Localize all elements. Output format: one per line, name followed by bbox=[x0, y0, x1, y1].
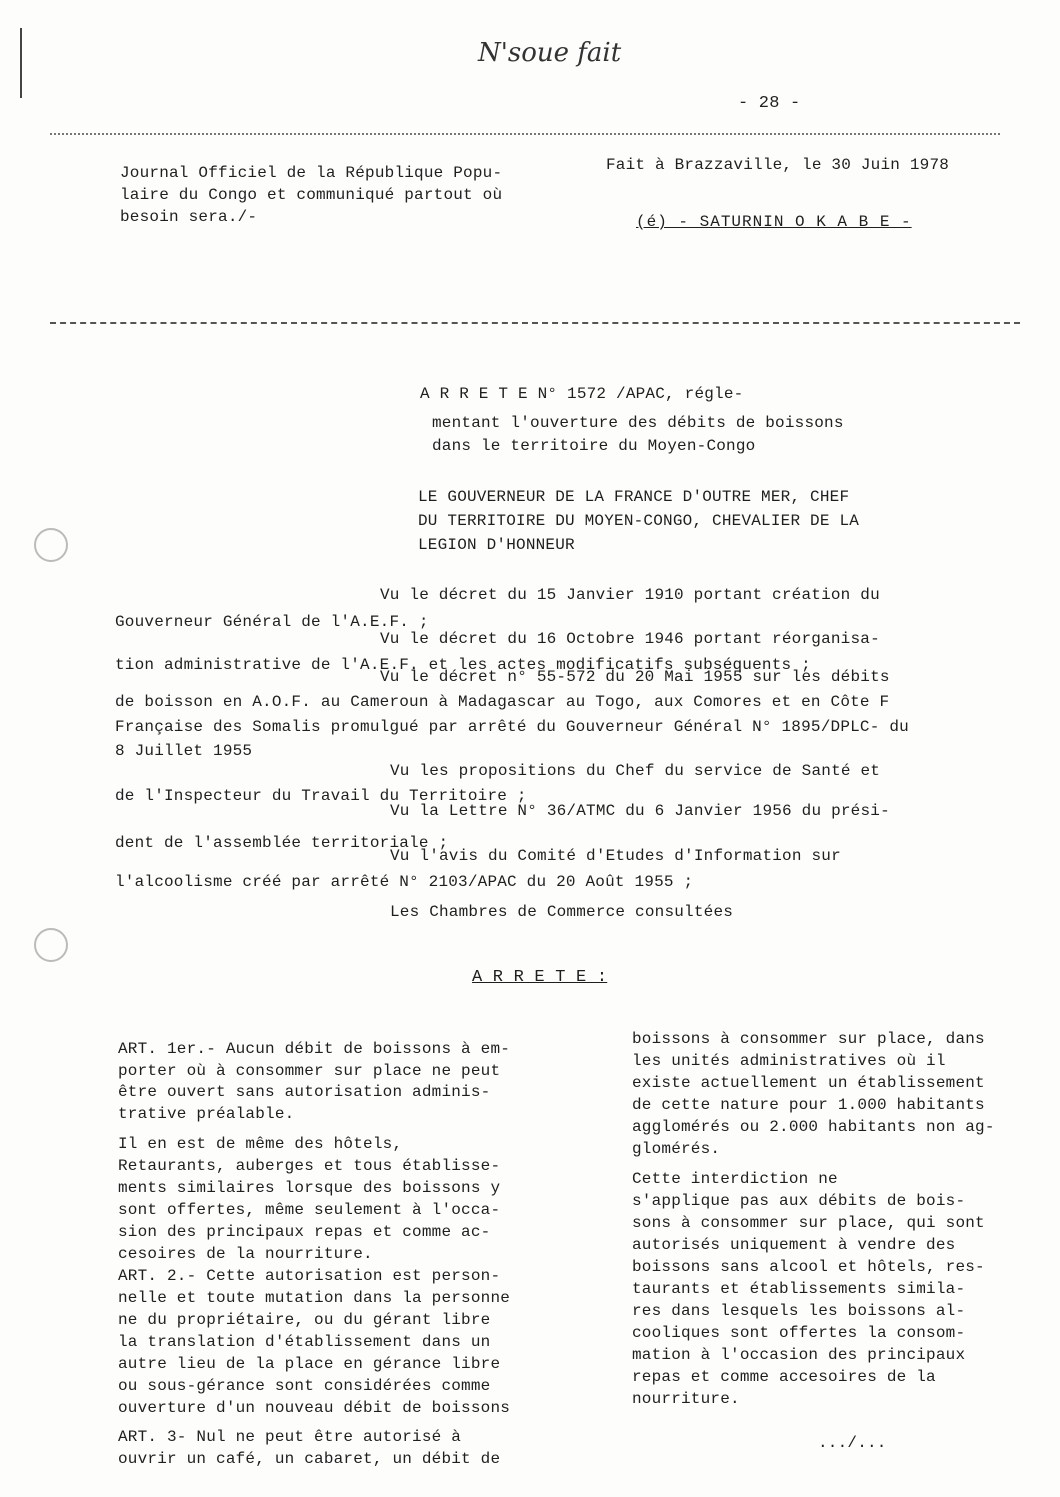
article-line: cesoires de la nourriture. bbox=[118, 1245, 373, 1263]
signature: (é) - SATURNIN O K A B E - bbox=[636, 213, 912, 231]
publication-line: laire du Congo et communiqué partout où bbox=[120, 186, 503, 204]
article-line: Il en est de même des hôtels, bbox=[118, 1135, 403, 1153]
article-line: ART. 2.- Cette autorisation est person- bbox=[118, 1267, 501, 1285]
article-line: nourriture. bbox=[632, 1390, 740, 1408]
visa-line: Française des Somalis promulgué par arrêté du Gouverneur Général N° 1895/DPLC- du bbox=[115, 718, 909, 736]
visa-line: Vu le décret n° 55-572 du 20 Mai 1955 sur les débits bbox=[380, 668, 890, 686]
article-line: Cette interdiction ne bbox=[632, 1170, 838, 1188]
article-line: porter où à consommer sur place ne peut bbox=[118, 1062, 501, 1080]
article-line: nelle et toute mutation dans la personne bbox=[118, 1289, 511, 1307]
margin-mark bbox=[20, 28, 22, 98]
article-line: ART. 1er.- Aucun débit de boissons à em- bbox=[118, 1040, 511, 1058]
article-line: ne du propriétaire, ou du gérant libre bbox=[118, 1311, 491, 1329]
governor-line: LEGION D'HONNEUR bbox=[418, 536, 575, 554]
visa-line: dent de l'assemblée territoriale ; bbox=[115, 834, 449, 852]
publication-line: Journal Officiel de la République Popu- bbox=[120, 164, 503, 182]
article-line: mation à l'occasion des principaux bbox=[632, 1346, 966, 1364]
article-line: boissons sans alcool et hôtels, res- bbox=[632, 1258, 985, 1276]
article-line: ART. 3- Nul ne peut être autorisé à bbox=[118, 1428, 462, 1446]
article-line: autre lieu de la place en gérance libre bbox=[118, 1355, 501, 1373]
handwritten-note: N'soue fait bbox=[478, 38, 622, 68]
visa-line: tion administrative de l'A.E.F. et les actes modificatifs subséquents ; bbox=[115, 656, 811, 674]
article-line: ou sous-gérance sont considérées comme bbox=[118, 1377, 491, 1395]
visa-line: 8 Juillet 1955 bbox=[115, 742, 253, 760]
visa-line: Vu les propositions du Chef du service de Santé et bbox=[390, 762, 881, 780]
article-line: sion des principaux repas et comme ac- bbox=[118, 1223, 491, 1241]
arrete-subject-line: dans le territoire du Moyen-Congo bbox=[432, 437, 756, 455]
article-line: agglomérés ou 2.000 habitants non ag- bbox=[632, 1118, 995, 1136]
article-line: s'applique pas aux débits de bois- bbox=[632, 1192, 966, 1210]
header-rule bbox=[50, 133, 1000, 135]
place-date: Fait à Brazzaville, le 30 Juin 1978 bbox=[606, 156, 950, 174]
article-line: sont offertes, même seulement à l'occa- bbox=[118, 1201, 501, 1219]
visa-line: Vu l'avis du Comité d'Etudes d'Information sur bbox=[390, 847, 841, 865]
continuation-mark: .../... bbox=[818, 1434, 887, 1452]
article-line: cooliques sont offertes la consom- bbox=[632, 1324, 966, 1342]
governor-line: DU TERRITOIRE DU MOYEN-CONGO, CHEVALIER DE LA bbox=[418, 512, 860, 530]
article-line: taurants et établissements simila- bbox=[632, 1280, 966, 1298]
visa-line: Gouverneur Général de l'A.E.F. ; bbox=[115, 613, 429, 631]
visa-line: de l'Inspecteur du Travail du Territoire ; bbox=[115, 787, 527, 805]
article-line: de cette nature pour 1.000 habitants bbox=[632, 1096, 985, 1114]
article-line: être ouvert sans autorisation adminis- bbox=[118, 1083, 491, 1101]
article-line: Retaurants, auberges et tous établisse- bbox=[118, 1157, 501, 1175]
visa-line: Vu la Lettre N° 36/ATMC du 6 Janvier 1956 du prési- bbox=[390, 802, 890, 820]
article-line: boissons à consommer sur place, dans bbox=[632, 1030, 985, 1048]
punch-hole bbox=[34, 528, 68, 562]
publication-line: besoin sera./- bbox=[120, 208, 258, 226]
article-line: autorisés uniquement à vendre des bbox=[632, 1236, 956, 1254]
page-number: - 28 - bbox=[738, 94, 801, 113]
article-line: res dans lesquels les boissons al- bbox=[632, 1302, 966, 1320]
governor-line: LE GOUVERNEUR DE LA FRANCE D'OUTRE MER, CHEF bbox=[418, 488, 850, 506]
section-separator bbox=[50, 322, 1020, 324]
article-line: la translation d'établissement dans un bbox=[118, 1333, 491, 1351]
arrete-subject-line: mentant l'ouverture des débits de boissons bbox=[432, 414, 844, 432]
article-line: trative préalable. bbox=[118, 1105, 295, 1123]
arrete-title: A R R E T E : bbox=[472, 968, 608, 987]
article-line: ouvrir un café, un cabaret, un débit de bbox=[118, 1450, 501, 1468]
article-line: les unités administratives où il bbox=[632, 1052, 946, 1070]
visa-line: Vu le décret du 15 Janvier 1910 portant création du bbox=[380, 586, 880, 604]
article-line: glomérés. bbox=[632, 1140, 721, 1158]
visa-line: l'alcoolisme créé par arrêté N° 2103/APAC du 20 Août 1955 ; bbox=[115, 873, 694, 891]
article-line: existe actuellement un établissement bbox=[632, 1074, 985, 1092]
visa-line: de boisson en A.O.F. au Cameroun à Madagascar au Togo, aux Comores et en Côte F bbox=[115, 693, 890, 711]
article-line: ments similaires lorsque des boissons y bbox=[118, 1179, 501, 1197]
visa-line: Vu le décret du 16 Octobre 1946 portant réorganisa- bbox=[380, 630, 880, 648]
article-line: ouverture d'un nouveau débit de boissons bbox=[118, 1399, 511, 1417]
arrete-number-line: A R R E T E N° 1572 /APAC, régle- bbox=[420, 385, 744, 403]
article-line: sons à consommer sur place, qui sont bbox=[632, 1214, 985, 1232]
punch-hole bbox=[34, 928, 68, 962]
visa-line: Les Chambres de Commerce consultées bbox=[390, 903, 734, 921]
article-line: repas et comme accesoires de la bbox=[632, 1368, 936, 1386]
